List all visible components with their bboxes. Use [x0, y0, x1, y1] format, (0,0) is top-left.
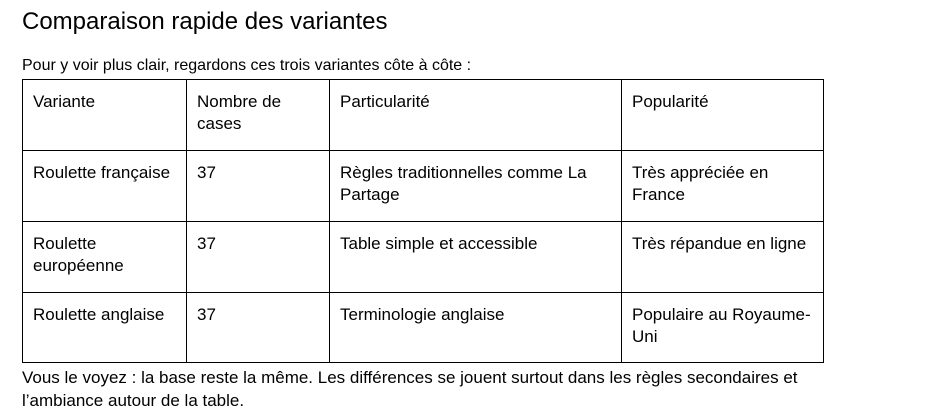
- cell-particularite: Règles traditionnelles comme La Partage: [330, 151, 622, 222]
- header-popularite: Popularité: [622, 80, 824, 151]
- cell-particularite: Terminologie anglaise: [330, 293, 622, 363]
- cell-variante: Roulette européenne: [23, 222, 187, 293]
- cell-nombre-de-cases: 37: [187, 293, 330, 363]
- table-row: [23, 293, 824, 363]
- cell-variante: Roulette anglaise: [23, 293, 187, 363]
- cell-popularite: Très répandue en ligne: [622, 222, 824, 293]
- cell-particularite: Table simple et accessible: [330, 222, 622, 293]
- header-particularite: Particularité: [330, 80, 622, 151]
- intro-paragraph: Pour y voir plus clair, regardons ces trois variantes côte à côte :: [22, 57, 472, 74]
- table-row: [23, 222, 824, 293]
- cell-variante: Roulette française: [23, 151, 187, 222]
- comparison-table: [22, 79, 824, 363]
- cell-popularite: Très appréciée en France: [622, 151, 824, 222]
- header-variante: Variante: [23, 80, 187, 151]
- table-row: [23, 151, 824, 222]
- conclusion-paragraph: Vous le voyez : la base reste la même. Les différences se jouent surtout dans les règles secondaires et l’ambiance autour de la table.: [22, 368, 798, 410]
- header-nombre-de-cases: Nombre de cases: [187, 80, 330, 151]
- cell-popularite: Populaire au Royaume-Uni: [622, 293, 824, 363]
- table-header-row: [23, 80, 824, 151]
- cell-nombre-de-cases: 37: [187, 222, 330, 293]
- cell-nombre-de-cases: 37: [187, 151, 330, 222]
- section-title: Comparaison rapide des variantes: [22, 8, 388, 35]
